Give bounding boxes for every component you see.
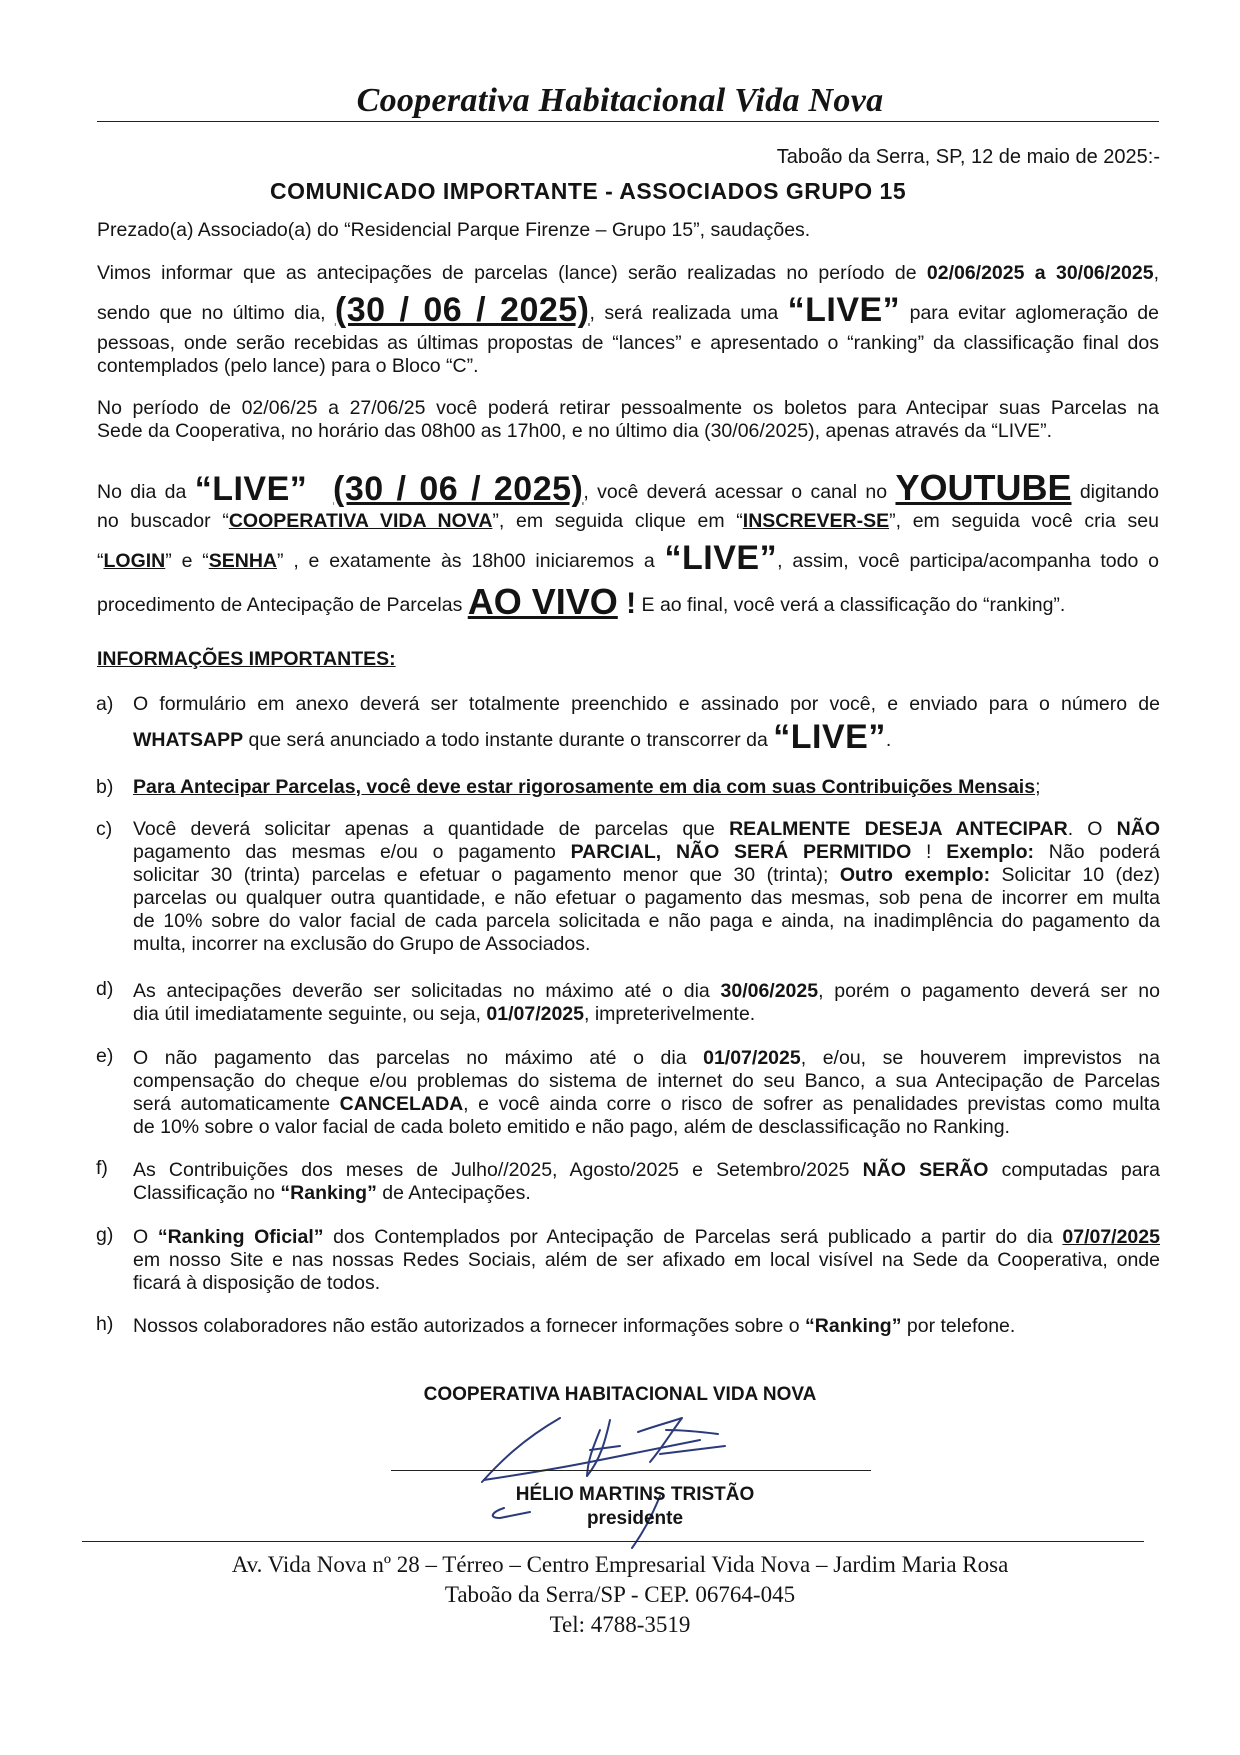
item-f-line1: As Contribuições dos meses de Julho//2025, Agosto/2025 e Setembro/2025 NÃO SERÃO computadas para xyxy=(133,1159,1160,1181)
para1-line2: sendo que no último dia, (30 / 06 / 2025), será realizada uma “LIVE” para evitar aglomeração de xyxy=(97,291,1159,329)
item-e-letter: e) xyxy=(96,1045,114,1067)
item-a-line2: WHATSAPP que será anunciado a todo instante durante o transcorrer da “LIVE”. xyxy=(133,718,892,756)
item-c-line3: solicitar 30 (trinta) parcelas e efetuar o pagamento menor que 30 (trinta); Outro exemplo: Solicitar 10 (dez) xyxy=(133,864,1160,886)
para3-line4: procedimento de Antecipação de Parcelas AO VIVO ! E ao final, você verá a classificação do “ranking”. xyxy=(97,581,1066,622)
para1-line4: contemplados (pelo lance) para o Bloco “C”. xyxy=(97,355,479,377)
item-d-line1: As antecipações deverão ser solicitadas no máximo até o dia 30/06/2025, porém o pagamento deverá ser no xyxy=(133,980,1160,1002)
info-heading: INFORMAÇÕES IMPORTANTES: xyxy=(97,648,396,670)
live-highlight: “LIVE” xyxy=(664,539,778,577)
footer-rule xyxy=(82,1541,1144,1542)
signature-company: COOPERATIVA HABITACIONAL VIDA NOVA xyxy=(423,1384,817,1405)
signatory-role: presidente xyxy=(586,1508,684,1529)
live-highlight: “LIVE” xyxy=(773,718,886,756)
signature-rule xyxy=(391,1470,871,1471)
item-h-letter: h) xyxy=(96,1313,114,1335)
signatory-name: HÉLIO MARTINS TRISTÃO xyxy=(515,1484,755,1505)
item-a-line1: O formulário em anexo deverá ser totalmente preenchido e assinado por você, e enviado para o número de xyxy=(133,693,1160,715)
live-highlight: “LIVE” xyxy=(787,291,901,329)
item-c-line6: multa, incorrer na exclusão do Grupo de Associados. xyxy=(133,933,591,955)
date-line: Taboão da Serra, SP, 12 de maio de 2025:- xyxy=(776,146,1160,168)
item-b-text: Para Antecipar Parcelas, você deve estar rigorosamente em dia com suas Contribuições Mensais; xyxy=(133,776,1041,798)
subscribe-term: INSCREVER-SE xyxy=(742,510,890,532)
ao-vivo-highlight: AO VIVO xyxy=(467,581,618,622)
para2-line2: Sede da Cooperativa, no horário das 08h00 as 17h00, e no último dia (30/06/2025), apenas através da “LIVE”. xyxy=(97,420,1053,442)
live-highlight: “LIVE” xyxy=(194,470,308,508)
item-b-letter: b) xyxy=(96,776,114,798)
item-c-line4: parcelas ou qualquer outra quantidade, e não efetuar o pagamento das mesmas, sob pena de incorrer em multa xyxy=(133,887,1160,909)
footer-city: Taboão da Serra/SP - CEP. 06764-045 xyxy=(444,1582,796,1607)
footer-tel: Tel: 4788-3519 xyxy=(549,1612,691,1637)
item-e-line3: será automaticamente CANCELADA, e você ainda corre o risco de sofrer as penalidades previstas como multa xyxy=(133,1093,1160,1115)
item-e-line4: de 10% sobre o valor facial de cada boleto emitido e não pago, além de desclassificação no Ranking. xyxy=(133,1116,1010,1138)
para3-line2: no buscador “COOPERATIVA VIDA NOVA”, em seguida clique em “INSCREVER-SE”, em seguida você cria seu xyxy=(97,510,1159,532)
item-g-line1: O “Ranking Oficial” dos Contemplados por Antecipação de Parcelas será publicado a partir do dia 07/07/2025 xyxy=(133,1226,1160,1248)
live-date-highlight: (30 / 06 / 2025) xyxy=(334,291,590,329)
greeting: Prezado(a) Associado(a) do “Residencial Parque Firenze – Grupo 15”, saudações. xyxy=(97,219,811,241)
item-a-letter: a) xyxy=(96,693,114,715)
item-e-line1: O não pagamento das parcelas no máximo até o dia 01/07/2025, e/ou, se houverem imprevistos na xyxy=(133,1047,1160,1069)
youtube-highlight: YOUTUBE xyxy=(895,467,1072,508)
item-c-line1: Você deverá solicitar apenas a quantidade de parcelas que REALMENTE DESEJA ANTECIPAR. O NÃO xyxy=(133,818,1160,840)
para2-line1: No período de 02/06/25 a 27/06/25 você poderá retirar pessoalmente os boletos para Antecipar suas Parcelas na xyxy=(97,397,1159,419)
search-term: COOPERATIVA VIDA NOVA xyxy=(228,510,493,532)
item-d-letter: d) xyxy=(96,978,114,1000)
para3-line1: No dia da “LIVE” (30 / 06 / 2025), você deverá acessar o canal no YOUTUBE digitando xyxy=(97,467,1159,508)
item-c-letter: c) xyxy=(96,818,113,840)
item-c-line2: pagamento das mesmas e/ou o pagamento PARCIAL, NÃO SERÁ PERMITIDO ! Exemplo: Não poderá xyxy=(133,841,1161,863)
item-g-line2: em nosso Site e nas nossas Redes Sociais, além de ser afixado em local visível na Sede da Cooperativa, onde xyxy=(133,1249,1160,1271)
footer-address: Av. Vida Nova nº 28 – Térreo – Centro Empresarial Vida Nova – Jardim Maria Rosa xyxy=(231,1552,1009,1577)
item-e-line2: compensação do cheque e/ou problemas do sistema de internet do seu Banco, a sua Antecipação de Parcelas xyxy=(133,1070,1160,1092)
document-title: COMUNICADO IMPORTANTE - ASSOCIADOS GRUPO 15 xyxy=(270,178,907,204)
header-rule xyxy=(97,121,1159,122)
para3-line3: “LOGIN” e “SENHA” , e exatamente às 18h00 iniciaremos a “LIVE”, assim, você participa/acompanha todo o xyxy=(97,539,1160,577)
item-h-line1: Nossos colaboradores não estão autorizados a fornecer informações sobre o “Ranking” por telefone. xyxy=(133,1315,1016,1337)
item-g-line3: ficará à disposição de todos. xyxy=(133,1272,381,1294)
item-f-line2: Classificação no “Ranking” de Antecipações. xyxy=(133,1182,531,1204)
item-g-letter: g) xyxy=(96,1224,114,1246)
item-d-line2: dia útil imediatamente seguinte, ou seja, 01/07/2025, impreterivelmente. xyxy=(133,1003,756,1025)
letterhead-title: Cooperativa Habitacional Vida Nova xyxy=(356,82,884,119)
para1-line1: Vimos informar que as antecipações de parcelas (lance) serão realizadas no período de 02/06/2025 a 30/06/2025, xyxy=(97,262,1159,284)
para1-line3: pessoas, onde serão recebidas as últimas propostas de “lances” e apresentado o “ranking” da classificação final dos xyxy=(97,332,1159,354)
live-date-highlight: (30 / 06 / 2025) xyxy=(333,470,584,508)
item-f-letter: f) xyxy=(96,1157,108,1179)
item-c-line5: de 10% sobre do valor facial de cada parcela solicitada e não paga e ainda, na inadimplência do pagamento da xyxy=(133,910,1160,932)
